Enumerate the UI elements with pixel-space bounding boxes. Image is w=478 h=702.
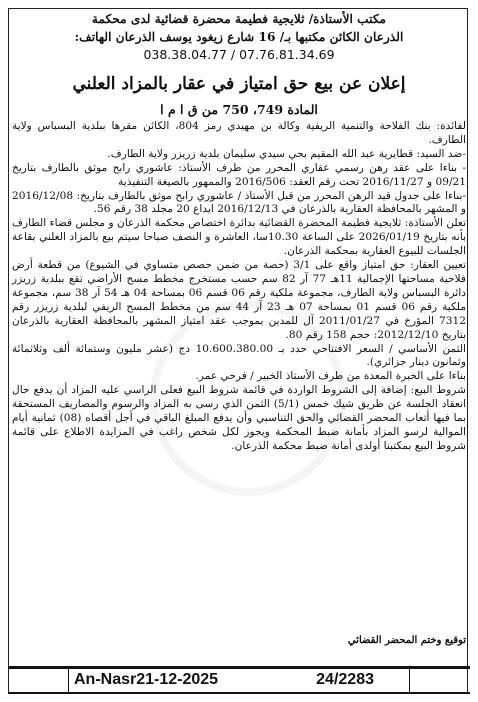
footer-top-rule xyxy=(8,666,470,669)
paragraph-property: تعيين العقار: حق امتياز واقع على 3/1 (حصة من ضمن حصص متساوي في الشيوع) من قطعة أرض فلاحية مساحتها الإجمالية 11هـ 77 آر 82 سم حسب مستخرج مخطط مسح الأراضي تقع ببلدية زريزر دائرة البسباس ولاية الطارف، مجموعة ملكية رقم 06 قسم 06 بمساحة 04 هـ 54 آر 38 سم، مجموعة ملكية رقم 06 قسم 01 بمساحة 07 هـ 23 آر 44 سم من مخطط المسح الريفي لبلدية زريزر رقم 7312 المؤرخ في 2011/01/27 آل للمدين بموجب عقد امتياز المشهر بالمحافظة العقارية بالذرعان بتاريخ 2012/12/10: حجم 158 رقم 80. xyxy=(12,259,467,341)
notice-reference: 24/2283 xyxy=(316,671,374,688)
publication-date: An-Nasr21-12-2025 xyxy=(74,671,219,688)
paragraph-price: الثمن الأساسي / السعر الافتتاحي حدد بـ 10.600.380.00 دج (عشر مليون وستمائة ألف وثلاثمائة وثمانون دينار جزائري). xyxy=(12,342,467,369)
notice-title: إعلان عن بيع حق امتياز في عقار بالمزاد العلني xyxy=(72,74,406,94)
paragraph-debtor: -ضد السيد: قطايرية عبد الله المقيم بحي سيدي سليمان بلدية زريزر ولاية الطارف. xyxy=(107,147,466,160)
paragraph-expertise: بناءا على الخبرة المعدة من طرف الأستاذ الخبير / فرحي عمر. xyxy=(195,370,466,383)
paragraph-beneficiary: لفائدة: بنك الفلاحة والتنمية الريفية وكالة بن مهيدي رمز 804، الكائن مقرها ببلدية البسباس ولاية الطارف. xyxy=(12,120,467,146)
paragraph-mortgage-register: -بناءا على جدول قيد الرهن المحرر من قبل الأستاذ / عاشوري رابح موثق بالطارف بتاريخ: 2016/12/08 و المشهر بالمحافظة العقارية بالذرعان في 2016/12/13 ايداع 20 مجلد 38 رقم 56. xyxy=(12,189,466,216)
office-line-1: مكتب الأستاذة/ ثلايجية فطيمة محضرة قضائية لدى محكمة xyxy=(91,12,387,26)
footer-divider-right xyxy=(409,668,410,692)
footer-divider-left xyxy=(68,668,69,692)
legal-article: المادة 749، 750 من ق ا م ا xyxy=(160,102,318,117)
office-phones: 038.38.04.77 / 07.76.81.34.69 xyxy=(143,47,335,62)
paragraph-mortgage-deed: - بناءا على عقد رهن رسمي عقاري المحرر من طرف الأستاذ: عاشوري رابح موثق بالطارف بتاريخ 09/21 و 2016/11/27 تحت رقم العقد: 2016/506 والممهور بالصيغة التنفيذية xyxy=(12,161,466,188)
paragraph-conditions: شروط البيع: إضافة إلى الشروط الواردة في قائمة شروط البيع فعلى الراسي عليه المزاد أن يدفع حال انعقاد الجلسة عن طريق شيك خمس (5/1) الثمن الذي رسى به المزاد والرسوم والمصاريف المستحقة بما فيها أتعاب المحضر القضائي والحق التناسبي وأن يدفع المبلغ الباقي في أجل أقصاه (08) ثمانية أيام الموالية لرسو المزاد بأمانة ضبط المحكمة ويجوز لكل شخص راغب في المزايدة الاطلاع على قائمة شروط البيع بمكتبنا أولدى أمانة ضبط محكمة الذرعان. xyxy=(12,384,467,452)
notice-body xyxy=(12,120,466,454)
office-header xyxy=(12,10,466,64)
signature-label: توقيع وختم المحضر القضائي xyxy=(347,635,466,646)
footer-bottom-rule xyxy=(8,692,470,694)
publication-footer xyxy=(8,666,470,694)
office-line-2: الذرعان الكائن مكتبها بـ/ 16 شارع زيغود يوسف الذرعان الهاتف: xyxy=(74,30,404,44)
paragraph-announcement: تعلن الأستاذة: ثلايجية فطيمة المحضرة القضائية بدائرة اختصاص محكمة الذرعان و مجلس قضاء الطارف بأنه بتاريخ 2026/01/19 على الساعة 10.30سا، العاشرة و النصف صباحا سيتم بيع بالمزاد العلني بقاعة الجلسات للبيوع العقارية بمحكمة الذرعان. xyxy=(12,217,466,258)
notice-content xyxy=(12,10,466,662)
